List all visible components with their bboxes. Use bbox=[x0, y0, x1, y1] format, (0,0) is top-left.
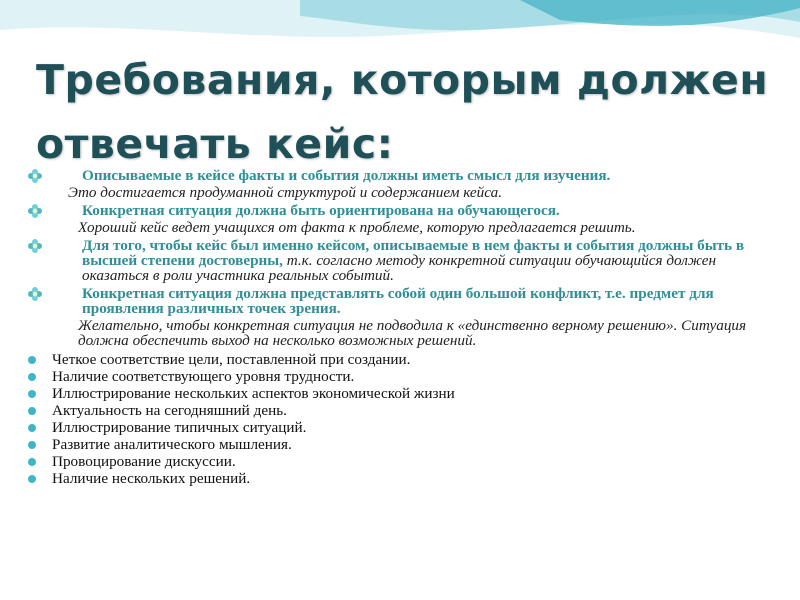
requirement-item bbox=[24, 168, 786, 183]
criteria-item bbox=[24, 453, 786, 470]
requirement-item bbox=[24, 203, 786, 218]
requirement-note: т.к. согласно методу конкретной ситуации обучающийся должен оказаться в роли участника реальных событий. bbox=[82, 252, 717, 284]
flower-bullet-icon bbox=[28, 204, 42, 218]
criteria-text: Иллюстрирование типичных ситуаций. bbox=[52, 419, 307, 436]
dot-bullet-icon bbox=[28, 424, 36, 432]
flower-bullet-icon bbox=[28, 169, 42, 183]
criteria-text: Наличие нескольких решений. bbox=[52, 470, 251, 487]
requirement-main-text: Для того, чтобы кейс был именно кейсом, описываемые в нем факты и события должны быть в высшей степени достоверны, bbox=[82, 237, 745, 269]
criteria-text: Развитие аналитического мышления. bbox=[52, 436, 292, 453]
dot-bullet-icon bbox=[28, 390, 36, 398]
criteria-item bbox=[24, 470, 786, 487]
criteria-text: Иллюстрирование нескольких аспектов экономической жизни bbox=[52, 385, 455, 402]
criteria-item bbox=[24, 368, 786, 385]
requirement-note: Это достигается продуманной структурой и содержанием кейса. bbox=[68, 184, 502, 201]
requirement-note: Желательно, чтобы конкретная ситуация не подводила к «единственно верному решению». Ситуация должна обеспечить выход на несколько возможных решений. bbox=[78, 317, 747, 349]
requirement-item bbox=[24, 286, 786, 316]
dot-bullet-icon bbox=[28, 475, 36, 483]
criteria-item bbox=[24, 385, 786, 402]
dot-bullet-icon bbox=[28, 356, 36, 364]
requirement-main-text: Конкретная ситуация должна быть ориентирована на обучающегося. bbox=[82, 202, 560, 219]
criteria-item bbox=[24, 436, 786, 453]
dot-bullet-icon bbox=[28, 458, 36, 466]
criteria-text: Актуальность на сегодняшний день. bbox=[52, 402, 287, 419]
criteria-text: Четкое соответствие цели, поставленной при создании. bbox=[52, 351, 411, 368]
dot-bullet-icon bbox=[28, 407, 36, 415]
criteria-item bbox=[24, 402, 786, 419]
criteria-item bbox=[24, 351, 786, 368]
dot-bullet-icon bbox=[28, 441, 36, 449]
requirement-main-text: Конкретная ситуация должна представлять собой один большой конфликт, т.е. предмет для проявления различных точек зрения. bbox=[82, 285, 714, 317]
criteria-item bbox=[24, 419, 786, 436]
slide-body bbox=[24, 168, 786, 487]
requirement-item bbox=[24, 238, 786, 283]
requirement-note: Хороший кейс ведет учащихся от факта к проблеме, которую предлагается решить. bbox=[78, 219, 636, 236]
criteria-text: Провоцирование дискуссии. bbox=[52, 453, 236, 470]
flower-bullet-icon bbox=[28, 287, 42, 301]
slide-title: Требования, которым должен отвечать кейс: bbox=[36, 56, 769, 168]
dot-bullet-icon bbox=[28, 373, 36, 381]
criteria-text: Наличие соответствующего уровня трудности. bbox=[52, 368, 355, 385]
requirement-main-text: Описываемые в кейсе факты и события должны иметь смысл для изучения. bbox=[82, 167, 611, 184]
flower-bullet-icon bbox=[28, 239, 42, 253]
